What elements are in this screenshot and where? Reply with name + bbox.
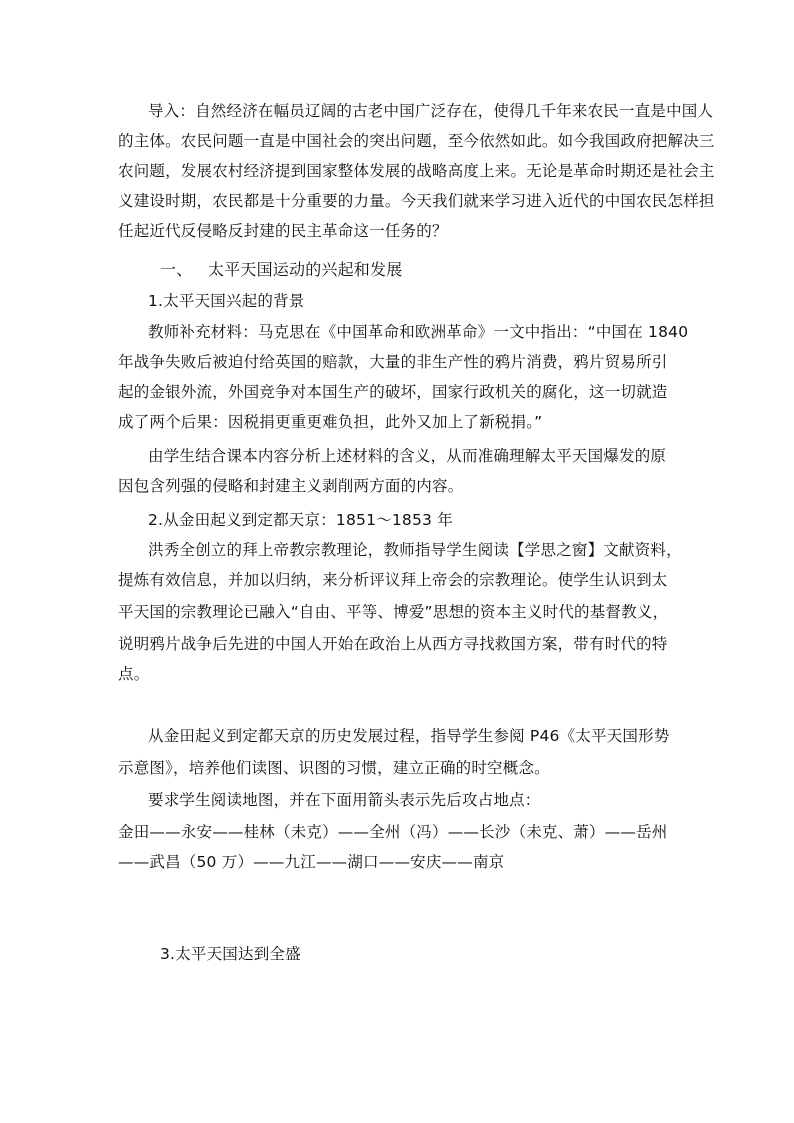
route-line-1: 金田——永安——桂林（未克）——全州（冯）——长沙（未克、萧）——岳州 — [118, 823, 668, 841]
analysis-line-2: 因包含列强的侵略和封建主义剥削两方面的内容。 — [118, 477, 464, 495]
material-line-4: 成了两个后果：因税捐更重更难负担，此外又加上了新税捐。” — [118, 413, 543, 431]
theory-line-5: 点。 — [118, 665, 150, 683]
intro-line-2: 的主体。农民问题一直是中国社会的突出问题，至今依然如此。如今我国政府把解决三 — [118, 132, 715, 150]
intro-line-3: 农问题，发展农村经济提到国家整体发展的战略高度上来。无论是革命时期还是社会主 — [118, 162, 715, 180]
intro-line-5: 任起近代反侵略反封建的民主革命这一任务的？ — [118, 222, 448, 240]
section-1-title: 太平天国运动的兴起和发展 — [208, 260, 403, 279]
process-line-1: 从金田起义到定都天京的历史发展过程，指导学生参阅 P46《太平天国形势 — [148, 727, 670, 745]
theory-line-4: 说明鸦片战争后先进的中国人开始在政治上从西方寻找救国方案，带有时代的特 — [118, 635, 668, 653]
intro-line-1: 导入：自然经济在幅员辽阔的古老中国广泛存在，使得几千年来农民一直是中国人 — [148, 102, 714, 120]
subsection-3-title: 3.太平天国达到全盛 — [160, 945, 301, 963]
route-line-2: ——武昌（50 万）——九江——湖口——安庆——南京 — [118, 853, 505, 871]
material-line-2: 年战争失败后被迫付给英国的赔款，大量的非生产性的鸦片消费，鸦片贸易所引 — [118, 353, 668, 371]
map-task-line: 要求学生阅读地图，并在下面用箭头表示先后攻占地点： — [148, 791, 541, 809]
material-line-3: 起的金银外流，外国竞争对本国生产的破坏，国家行政机关的腐化，这一切就造 — [118, 383, 668, 401]
intro-line-4: 义建设时期，农民都是十分重要的力量。今天我们就来学习进入近代的中国农民怎样担 — [118, 192, 715, 210]
theory-line-3: 平天国的宗教理论已融入“自由、平等、博爱”思想的资本主义时代的基督教义， — [118, 603, 669, 621]
process-line-2: 示意图》，培养他们读图、识图的习惯，建立正确的时空概念。 — [118, 759, 550, 777]
section-1-number: 一、 — [160, 260, 193, 279]
material-line-1: 教师补充材料：马克思在《中国革命和欧洲革命》一文中指出：“中国在 1840 — [148, 323, 689, 341]
analysis-line-1: 由学生结合课本内容分析上述材料的含义，从而准确理解太平天国爆发的原 — [148, 447, 667, 465]
theory-line-2: 提炼有效信息，并加以归纳，来分析评议拜上帝会的宗教理论。使学生认识到太 — [118, 571, 668, 589]
subsection-1-title: 1.太平天国兴起的背景 — [148, 292, 305, 310]
theory-line-1: 洪秀全创立的拜上帝教宗教理论，教师指导学生阅读【学思之窗】文献资料， — [148, 541, 682, 559]
subsection-2-title: 2.从金田起义到定都天京：1851～1853 年 — [148, 511, 453, 529]
